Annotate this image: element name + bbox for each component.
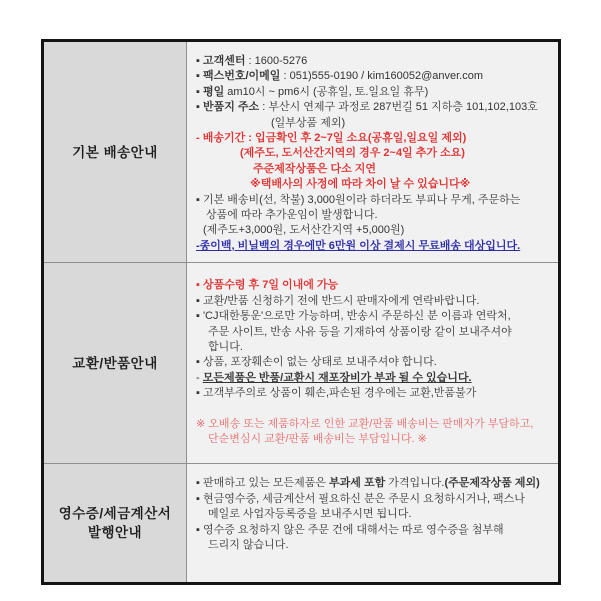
text-segment: 고객센터 [202, 55, 246, 67]
row-title [44, 263, 187, 463]
text-segment: 주문 사이트, 반송 사유 등을 기재하여 상품이랑 같이 보내주셔야 [208, 325, 512, 338]
text-line [196, 523, 552, 538]
text-segment: 단순변심시 교환/판품 배송비는 부담입니다. ※ [208, 433, 427, 446]
text-line [196, 294, 552, 309]
text-segment: : 051)555-0190 / kim160052@anver.com [280, 70, 483, 83]
row-title-line: 영수증/세금계산서 [58, 506, 172, 522]
text-line [196, 162, 552, 177]
text-segment: ▪ 현금영수증, 세금계산서 필요하신 분은 주문시 요청하시거나, 팩스나 [196, 492, 525, 505]
row-content [187, 42, 558, 262]
row-title [44, 464, 187, 582]
text-segment: ▪ 'CJ대한통운'으로만 가능하며, 반송시 주문하신 분 이름과 연락처, [196, 310, 511, 323]
text-segment: (일부상품 제외) [271, 116, 346, 129]
text-segment: 주준제작상품은 다소 지연 [253, 162, 376, 175]
text-segment: ▪ [196, 85, 203, 98]
shipping-row-exchange [44, 262, 558, 463]
row-title-line: 발행안내 [87, 525, 143, 541]
text-segment: am10시 ~ pm6시 (공휴일, 토.일요일 휴무) [224, 85, 429, 98]
shipping-row-basic [44, 42, 558, 262]
text-segment: 부과세 포함 [329, 477, 386, 490]
text-line [196, 386, 552, 401]
text-line [196, 309, 552, 324]
text-line [196, 177, 552, 192]
text-segment: 평일 [202, 85, 225, 98]
text-segment: - [196, 371, 203, 384]
text-line [196, 100, 552, 115]
text-segment: ※택배사의 사정에 따라 차이 날 수 있습니다※ [250, 178, 471, 191]
text-line [196, 116, 552, 131]
text-segment: 합니다. [208, 340, 243, 353]
text-line [196, 432, 552, 447]
text-line [196, 417, 552, 432]
text-segment: (제주도+3,000원, 도서산간지역 +5,000원) [203, 224, 405, 237]
text-segment: ▪ [196, 101, 203, 114]
row-title-line: 기본 배송안내 [72, 144, 158, 160]
text-segment: (제주도, 도서산간지역의 경우 2~4일 추가 소요) [240, 147, 465, 160]
text-line [196, 538, 552, 553]
text-line [196, 492, 552, 507]
text-line [196, 340, 552, 355]
text-segment: : 부산시 연제구 과정로 287번길 51 지하층 101,102,103호 [259, 101, 538, 114]
text-line [196, 507, 552, 522]
text-segment: 메일로 사업자등록증을 보내주시면 됩니다. [208, 508, 412, 521]
text-line [196, 146, 552, 161]
text-segment: ▪ 고객부주의로 상품이 훼손,파손된 경우에는 교환,반품불가 [196, 387, 477, 400]
text-line [196, 355, 552, 370]
text-segment: ※ 오배송 또는 제품하자로 인한 교환/판품 배송비는 판매자가 부담하고, [196, 417, 534, 430]
text-line [196, 208, 552, 223]
row-content [187, 464, 558, 582]
text-line [196, 69, 552, 84]
text-segment: - 배송기간 : 입금확인 후 2~7일 소요(공휴일,일요일 제외) [196, 132, 467, 145]
text-segment: ▪ 판매하고 있는 모든제품은 [196, 477, 330, 490]
text-segment: -종이백, 비닐백의 경우에만 6만원 이상 결제시 무료배송 대상입니다. [196, 239, 521, 252]
text-segment: (주문제작상품 제외) [444, 477, 540, 490]
text-line [196, 223, 552, 238]
text-segment: ▪ 기본 배송비(선, 착불) 3,000원이라 하더라도 부피나 무게, 주문하는 [196, 193, 521, 206]
text-line [196, 193, 552, 208]
text-segment: 팩스번호/이메일 [202, 70, 281, 83]
text-segment: ▪ 영수증 요청하지 않은 주문 건에 대해서는 따로 영수증을 첨부해 [196, 523, 504, 536]
text-segment: 모든제품은 반품/교환시 재포장비가 부과 될 수 있습니다. [202, 371, 472, 384]
text-line [196, 54, 552, 69]
text-segment: 반품지 주소 [202, 101, 260, 114]
text-segment: 드리지 않습니다. [208, 538, 289, 551]
text-segment: ▪ [196, 70, 203, 83]
row-title [44, 42, 187, 262]
text-segment: : 1600-5276 [245, 55, 308, 67]
text-line [196, 85, 552, 100]
text-segment: ▪ 상품수령 후 7일 이내에 가능 [196, 279, 339, 292]
text-segment: ▪ 상품, 포장훼손이 없는 상태로 보내주셔야 합니다. [196, 356, 437, 369]
text-segment: ▪ 교환/반품 신청하기 전에 반드시 판매자에게 연락바랍니다. [196, 294, 480, 307]
text-line [196, 278, 552, 293]
text-line [196, 325, 552, 340]
row-title-line: 교환/반품안내 [72, 355, 158, 371]
shipping-info-table [41, 39, 561, 585]
shipping-row-receipt [44, 463, 558, 582]
text-line [196, 131, 552, 146]
text-line [196, 476, 552, 491]
text-segment: 상품에 따라 추가운임이 발생합니다. [206, 209, 378, 222]
text-line [196, 371, 552, 386]
row-content [187, 263, 558, 463]
text-line [196, 239, 552, 254]
text-line [196, 402, 552, 417]
text-segment: 가격입니다. [385, 477, 445, 490]
text-segment: ▪ [196, 55, 203, 67]
